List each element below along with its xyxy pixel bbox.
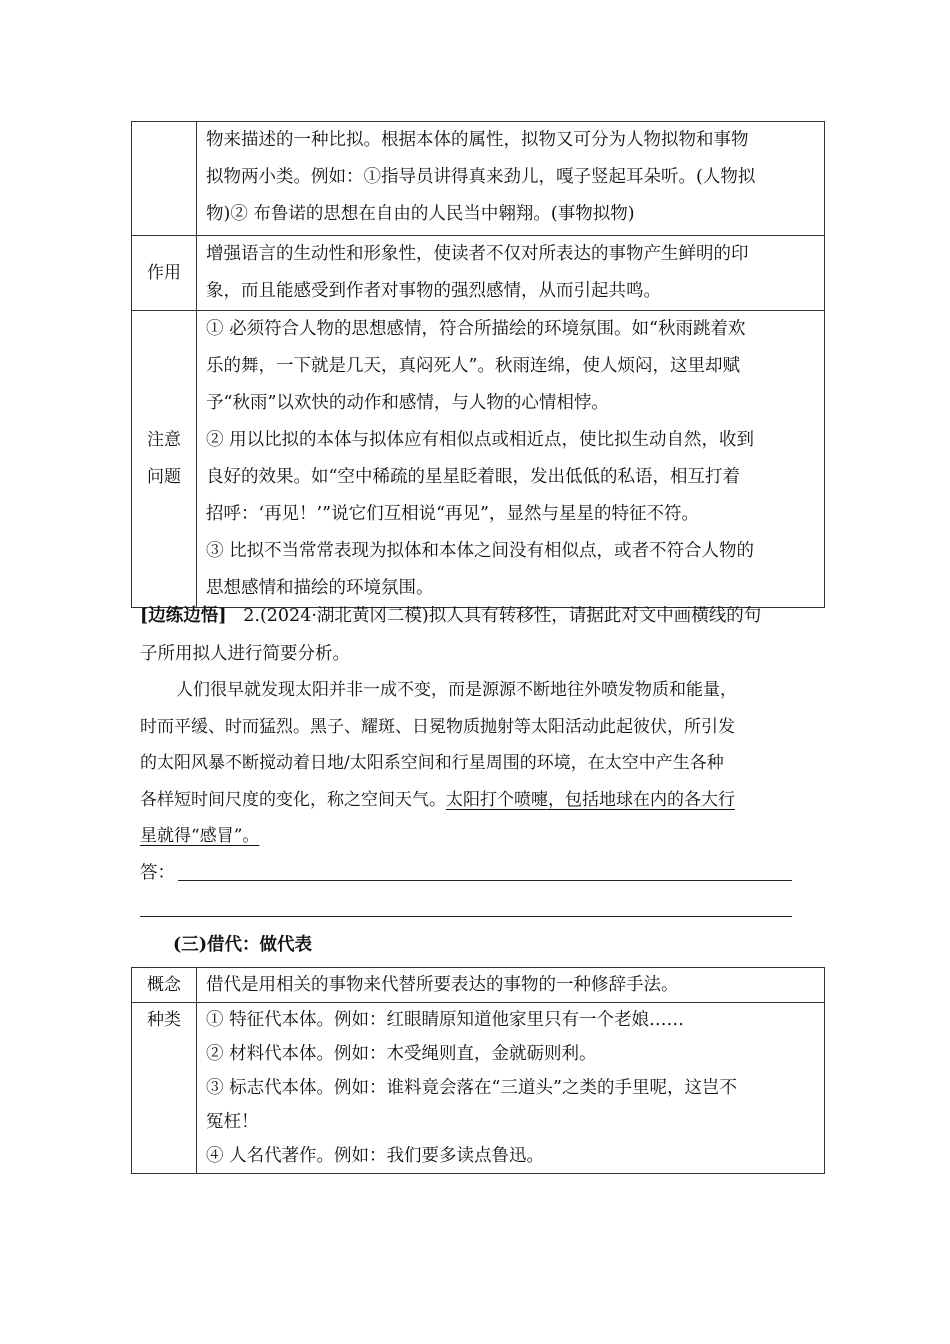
types-label: 种类 [132,1003,197,1174]
text-line: ④ 人名代著作。例如：我们要多读点鲁迅。 [206,1146,545,1166]
section-heading: (三)借代：做代表 [173,935,313,955]
notes-label [132,311,197,608]
text-line: 思想感情和描绘的环境氛围。 [206,578,434,598]
passage-line: 时而平缓、时而猛烈。黑子、耀斑、日冕物质抛射等太阳活动此起彼伏，所引发 [140,716,735,737]
passage-text: 各样短时间尺度的变化，称之空间天气。 [140,789,446,810]
text-line: 增强语言的生动性和形象性，使读者不仅对所表达的事物产生鲜明的印 [206,244,749,264]
text-line: 冤枉！ [206,1112,259,1132]
text-line: ① 特征代本体。例如：红眼睛原知道他家里只有一个老娘…… [206,1010,685,1030]
metonymy-table [131,967,825,1174]
notes-cell [197,311,825,608]
text-line: ③ 比拟不当常常表现为拟体和本体之间没有相似点，或者不符合人物的 [206,541,755,561]
passage-line [140,782,820,819]
answer-line[interactable] [140,916,792,917]
text-line: 予“秋雨”以欢快的动作和感情，与人物的心情相悖。 [206,393,609,413]
text-line: 借代是用相关的事物来代替所要表达的事物的一种修辞手法。 [206,975,679,995]
empty-label-cell [132,122,197,236]
answer-label: 答： [140,863,175,883]
personification-table [131,121,825,608]
exercise-tag: [边练边悟] [140,606,227,626]
passage-line [140,818,820,855]
text-line: ② 材料代本体。例如：木受绳则直，金就砺则利。 [206,1044,597,1064]
text-line: 拟物两小类。例如：①指导员讲得真来劲儿，嘎子竖起耳朵听。(人物拟 [206,167,756,187]
types-cell [197,1003,825,1174]
underlined-sentence: 星就得“感冒”。 [140,826,260,846]
text-line: 招呼：‘再见！’”说它们互相说“再见”，显然与星星的特征不符。 [206,504,699,524]
text-line: 象，而且能感受到作者对事物的强烈感情，从而引起共鸣。 [206,281,661,301]
table-row [132,236,825,311]
passage-line: 的太阳风暴不断搅动着日地/太阳系空间和行星周围的环境，在太空中产生各种 [140,753,724,773]
concept-cell [197,968,825,1003]
text-line: ② 用以比拟的本体与拟体应有相似点或相近点，使比拟生动自然，收到 [206,430,755,450]
reading-passage [140,672,820,855]
text-line: 乐的舞，一下就是几天，真闷死人”。秋雨连绵，使人烦闷，这里却赋 [206,356,740,376]
exercise-line: 子所用拟人进行简要分析。 [140,644,350,664]
notes-label-line: 注意 [147,430,181,450]
text-line: 良好的效果。如“空中稀疏的星星眨着眼，发出低低的私语，相互打着 [206,467,740,487]
definition-continued-cell [197,122,825,236]
exercise-prompt [140,597,820,673]
table-row [132,968,825,1003]
effect-label: 作用 [132,236,197,311]
text-line: 物来描述的一种比拟。根据本体的属性，拟物又可分为人物拟物和事物 [206,130,749,150]
answer-line[interactable] [178,880,792,881]
text-line: 物)② 布鲁诺的思想在自由的人民当中翱翔。(事物拟物) [206,204,635,224]
passage-line: 人们很早就发现太阳并非一成不变，而是源源不断地往外喷发物质和能量， [176,680,737,700]
table-row [132,311,825,608]
notes-label-line: 问题 [147,467,181,487]
underlined-sentence: 太阳打个喷嚏，包括地球在内的各大行 [446,789,735,810]
text-line: ③ 标志代本体。例如：谁料竟会落在“三道头”之类的手里呢，这岂不 [206,1078,737,1098]
exercise-line [140,597,820,635]
table-row [132,1003,825,1174]
exercise-question: 2.(2024·湖北黄冈二模)拟人具有转移性，请据此对文中画横线的句 [243,606,762,626]
table-row [132,122,825,236]
concept-label: 概念 [132,968,197,1003]
text-line: ① 必须符合人物的思想感情，符合所描绘的环境氛围。如“秋雨跳着欢 [206,319,746,339]
effect-cell [197,236,825,311]
